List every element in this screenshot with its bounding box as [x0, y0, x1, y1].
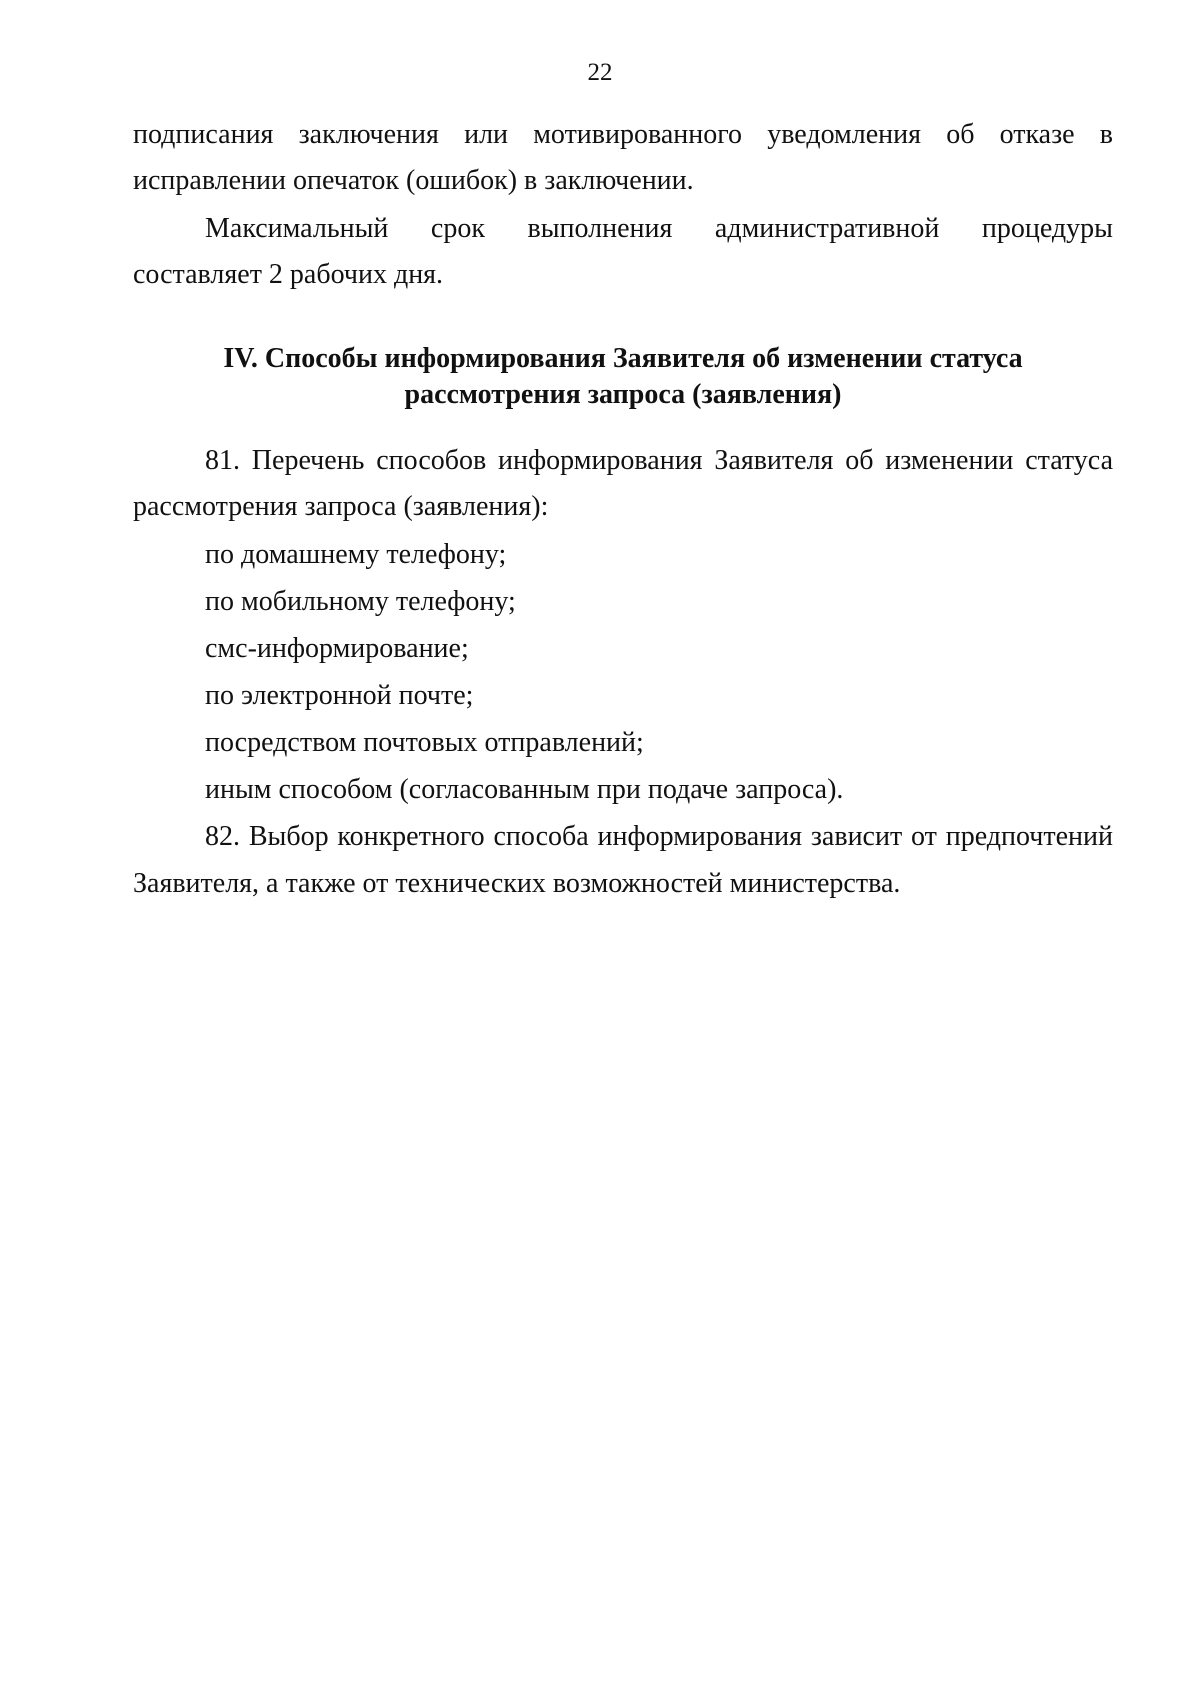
continuation-line-2: исправлении опечаток (ошибок) в заключении. [133, 165, 694, 196]
page-number: 22 [587, 59, 613, 86]
method-item: смс-информирование; [205, 633, 469, 664]
item-82-line-1: 82. Выбор конкретного способа информирования зависит от предпочтений [205, 821, 1113, 852]
section-title-line-1: IV. Способы информирования Заявителя об изменении статуса [223, 343, 1023, 374]
method-item: по электронной почте; [205, 680, 474, 711]
section-title-line-2: рассмотрения запроса (заявления) [404, 379, 842, 410]
continuation-line-1: подписания заключения или мотивированного уведомления об отказе в [133, 119, 1113, 150]
item-81-line-2: рассмотрения запроса (заявления): [133, 491, 549, 522]
item-82-line-2: Заявителя, а также от технических возможностей министерства. [133, 868, 901, 899]
method-item: по мобильному телефону; [205, 586, 516, 617]
method-item: иным способом (согласованным при подаче запроса). [205, 774, 844, 805]
max-term-line-2: составляет 2 рабочих дня. [133, 259, 444, 290]
method-item: посредством почтовых отправлений; [205, 727, 644, 758]
method-item: по домашнему телефону; [205, 539, 507, 570]
max-term-line-1: Максимальный срок выполнения административной процедуры [205, 213, 1113, 244]
item-81-line-1: 81. Перечень способов информирования Заявителя об изменении статуса [205, 445, 1113, 476]
